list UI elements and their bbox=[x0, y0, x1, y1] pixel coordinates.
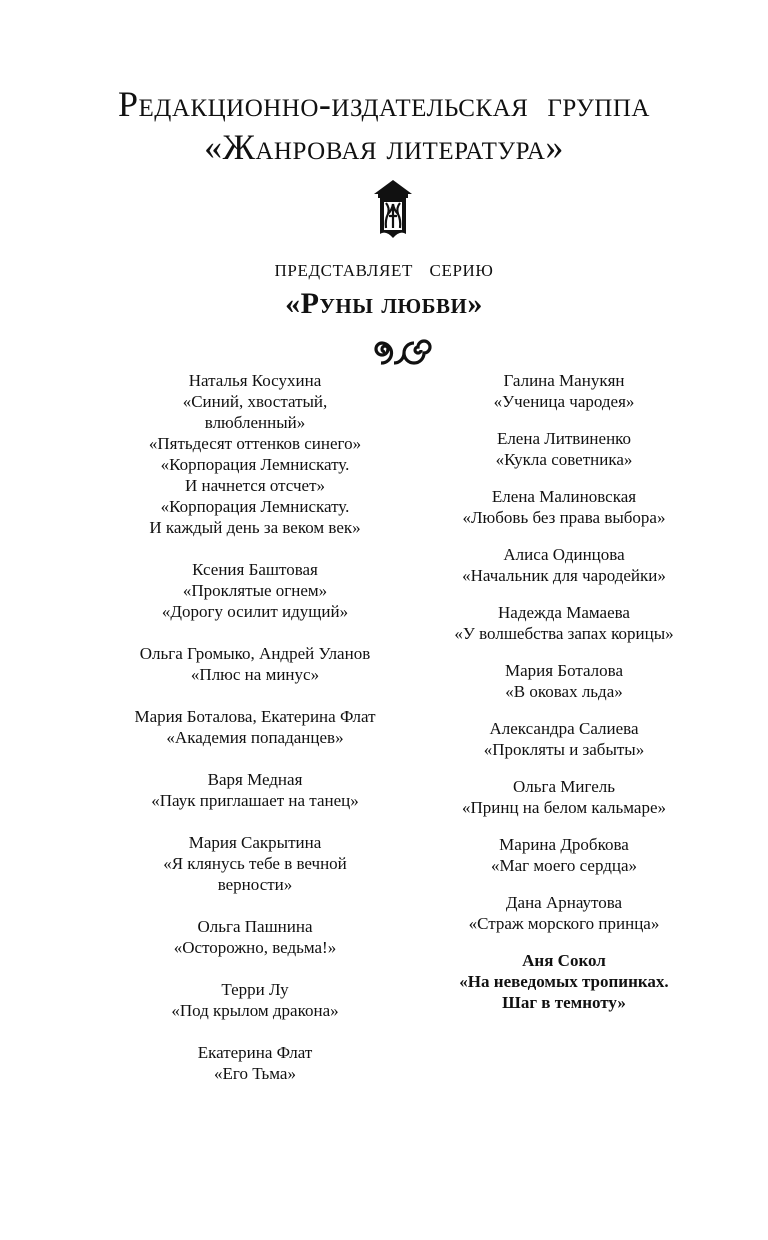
book-entry bbox=[105, 1042, 405, 1084]
book-entry bbox=[420, 660, 708, 702]
book-entry bbox=[420, 892, 708, 934]
book-title: Шаг в темноту» bbox=[502, 993, 626, 1012]
author-name: Галина Манукян bbox=[503, 371, 625, 390]
book-title: «Под крылом дракона» bbox=[171, 1001, 339, 1020]
author-name: Ксения Баштовая bbox=[192, 560, 318, 579]
author-name: Марина Дробкова bbox=[499, 835, 629, 854]
book-entry bbox=[420, 776, 708, 818]
author-name: Алиса Одинцова bbox=[503, 545, 625, 564]
book-entry bbox=[105, 643, 405, 685]
author-name: Мария Боталова bbox=[504, 661, 624, 680]
book-title: «Начальник для чародейки» bbox=[462, 566, 666, 585]
author-name: Екатерина Флат bbox=[197, 1043, 313, 1062]
book-entry bbox=[420, 834, 708, 876]
book-title: И каждый день за веком век» bbox=[149, 518, 361, 537]
book-entry bbox=[420, 370, 708, 412]
book-title: «Прокляты и забыты» bbox=[483, 740, 645, 759]
book-title: «Академия попаданцев» bbox=[166, 728, 344, 747]
book-title: «Осторожно, ведьма!» bbox=[173, 938, 337, 957]
book-entry bbox=[105, 769, 405, 811]
author-name: Наталья Косухина bbox=[188, 371, 322, 390]
book-entry bbox=[420, 718, 708, 760]
series-title: «Руны любви» bbox=[285, 287, 483, 320]
double-spiral-icon bbox=[371, 337, 435, 365]
publisher-title-part1: Редакционно-издательская bbox=[118, 84, 529, 124]
book-title: «Плюс на минус» bbox=[190, 665, 320, 684]
book-title: «Принц на белом кальмаре» bbox=[461, 798, 667, 817]
author-name: Варя Медная bbox=[207, 770, 303, 789]
author-name: Терри Лу bbox=[221, 980, 289, 999]
author-name: Александра Салиева bbox=[489, 719, 639, 738]
book-title: «Любовь без права выбора» bbox=[462, 508, 666, 527]
book-title: «У волшебства запах корицы» bbox=[454, 624, 674, 643]
publisher-group-title bbox=[0, 84, 768, 124]
book-title: «На неведомых тропинках. bbox=[459, 972, 669, 991]
book-title: «Паук приглашает на танец» bbox=[151, 791, 359, 810]
book-title: «Кукла советника» bbox=[495, 450, 633, 469]
author-name: Мария Сакрытина bbox=[188, 833, 322, 852]
right-book-list bbox=[420, 370, 708, 1029]
book-entry bbox=[420, 602, 708, 644]
book-title: влюбленный» bbox=[204, 413, 306, 432]
book-title: «Маг моего сердца» bbox=[490, 856, 638, 875]
book-title: И начнется отсчет» bbox=[184, 476, 326, 495]
book-title: «Страж морского принца» bbox=[468, 914, 660, 933]
author-name: Елена Литвиненко bbox=[496, 429, 632, 448]
book-title: «Пятьдесят оттенков синего» bbox=[148, 434, 362, 453]
book-entry bbox=[105, 832, 405, 895]
book-entry bbox=[105, 916, 405, 958]
publisher-group-name: «Жанровая литература» bbox=[204, 127, 564, 167]
book-entry-highlighted bbox=[420, 950, 708, 1013]
author-name: Аня Сокол bbox=[522, 951, 606, 970]
author-name: Ольга Пашнина bbox=[197, 917, 313, 936]
book-title: «Я клянусь тебе в вечной bbox=[163, 854, 347, 873]
book-entry bbox=[420, 486, 708, 528]
presents-series-label: представляет серию bbox=[274, 256, 494, 282]
author-name: Елена Малиновская bbox=[491, 487, 637, 506]
book-entry bbox=[105, 979, 405, 1021]
publisher-title-part2: группа bbox=[547, 84, 650, 124]
book-title: «Его Тьма» bbox=[214, 1064, 296, 1083]
book-entry bbox=[105, 559, 405, 622]
book-title: «Ученица чародея» bbox=[493, 392, 635, 411]
left-book-list bbox=[105, 370, 405, 1105]
book-title: верности» bbox=[217, 875, 293, 894]
book-entry bbox=[420, 544, 708, 586]
book-title: «В оковах льда» bbox=[505, 682, 623, 701]
author-name: Надежда Мамаева bbox=[498, 603, 630, 622]
book-entry bbox=[105, 370, 405, 538]
book-title: «Дорогу осилит идущий» bbox=[161, 602, 349, 621]
author-name: Дана Арнаутова bbox=[505, 893, 623, 912]
book-entry bbox=[420, 428, 708, 470]
author-name: Мария Боталова, Екатерина Флат bbox=[134, 707, 376, 726]
lantern-zh-icon bbox=[372, 180, 414, 242]
book-title: «Синий, хвостатый, bbox=[182, 392, 328, 411]
book-title: «Корпорация Лемнискату. bbox=[160, 455, 350, 474]
book-entry bbox=[105, 706, 405, 748]
book-title: «Проклятые огнем» bbox=[182, 581, 328, 600]
author-name: Ольга Мигель bbox=[512, 777, 616, 796]
author-name: Ольга Громыко, Андрей Уланов bbox=[139, 644, 371, 663]
book-title: «Корпорация Лемнискату. bbox=[160, 497, 350, 516]
